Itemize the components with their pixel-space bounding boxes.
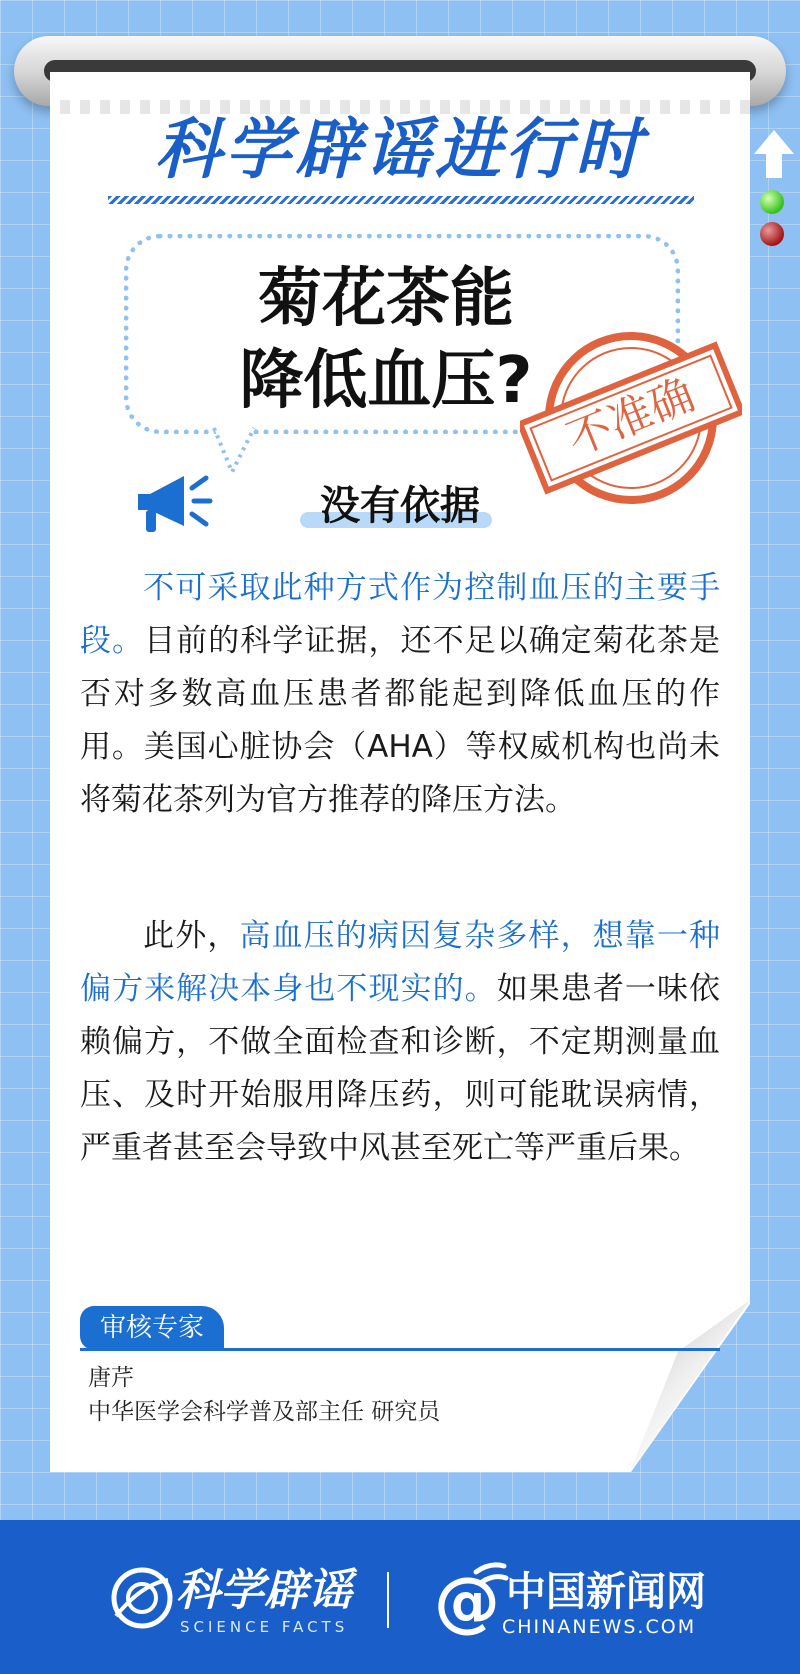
reviewer-label: 审核专家: [80, 1306, 224, 1350]
paragraph-1-rest: 目前的科学证据，还不足以确定菊花茶是否对多数高血压患者都能起到降低血压的作用。美国心脏协会（AHA）等权威机构也尚未将菊花茶列为官方推荐的降压方法。: [80, 623, 721, 818]
inaccurate-stamp: [520, 318, 742, 518]
question-headline: [196, 258, 576, 422]
footer-brand-science-facts-sub: SCIENCE FACTS: [180, 1618, 349, 1636]
bubble-tail: [210, 426, 258, 476]
reviewer-title: 中华医学会科学普及部主任 研究员: [88, 1399, 441, 1425]
paragraph-1: [80, 562, 720, 827]
reviewer-divider: [80, 1348, 720, 1351]
svg-text:@: @: [434, 1563, 500, 1636]
footer-brand-chinanews-sub: CHINANEWS.COM: [502, 1616, 697, 1638]
page-title: 科学辟谣进行时: [155, 111, 645, 188]
question-line-1: 菊花茶能: [258, 262, 514, 336]
footer-divider: [387, 1572, 389, 1628]
chinanews-logo-icon: [432, 1560, 510, 1636]
paragraph-2-highlight: 高血压的病因复杂多样，想靠一种偏方来解决本身也不现实的。: [80, 918, 721, 1007]
paragraph-2-rest: 如果患者一味依赖偏方，不做全面检查和诊断，不定期测量血压、及时开始服用降压药，则可能耽误病情，严重者甚至会导致中风甚至死亡等严重后果。: [80, 971, 721, 1166]
megaphone-icon: [132, 470, 214, 540]
paragraph-2-lead: 此外，: [142, 918, 240, 954]
paragraph-1-highlight: 不可采取此种方式作为控制血压的主要手段。: [80, 570, 720, 659]
footer-brand-chinanews: 中国新闻网: [506, 1569, 706, 1615]
up-arrow-icon: [752, 128, 796, 180]
title-underline: [108, 196, 694, 204]
question-line-2: 降低血压?: [239, 344, 533, 418]
science-facts-logo-icon: [108, 1564, 176, 1632]
paragraph-2: [80, 910, 720, 1175]
verdict-label: 没有依据: [320, 483, 480, 529]
stamp-text: 不准确: [560, 369, 702, 466]
red-dot-icon: [760, 222, 784, 246]
footer-bar: [0, 1520, 800, 1674]
footer-brand-science-facts: 科学辟谣: [176, 1565, 352, 1616]
reviewer-name: 唐芹: [88, 1365, 134, 1391]
green-dot-icon: [760, 190, 784, 214]
